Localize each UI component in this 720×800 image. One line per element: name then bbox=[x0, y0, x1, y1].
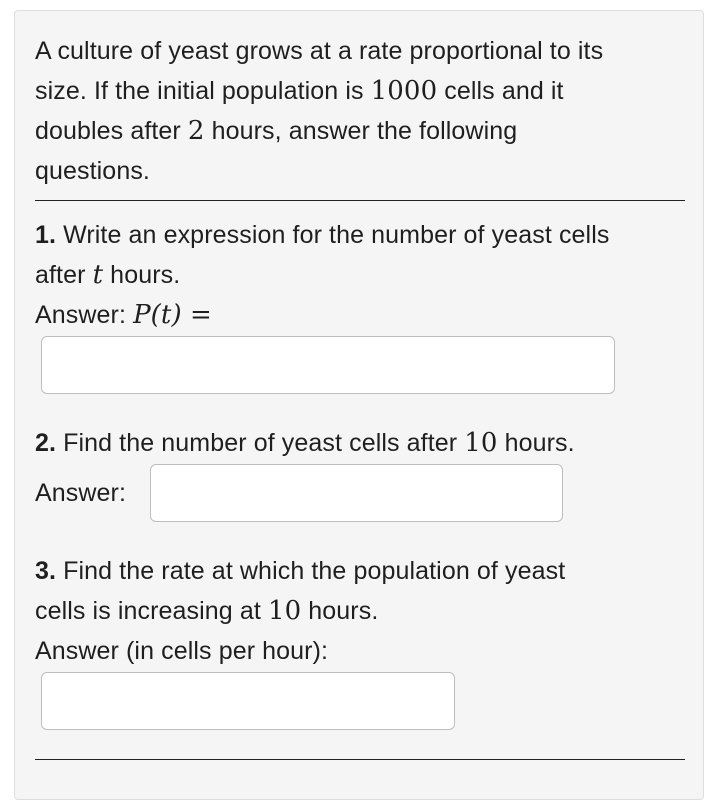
time-value: 10 bbox=[267, 596, 302, 626]
intro-text: hours, answer the following bbox=[204, 117, 518, 145]
question-1 bbox=[35, 215, 683, 335]
question-text: cells is increasing at bbox=[35, 597, 268, 625]
intro-text: cells and it bbox=[437, 77, 564, 105]
intro-line-3 bbox=[35, 111, 683, 151]
initial-population-value: 1000 bbox=[370, 76, 438, 106]
section-divider bbox=[35, 200, 685, 201]
intro-line-2 bbox=[35, 71, 683, 111]
intro-text: questions. bbox=[35, 157, 150, 185]
question-number: 3. bbox=[35, 557, 57, 585]
section-divider bbox=[35, 759, 685, 760]
question-3 bbox=[35, 551, 683, 671]
question-text: Write an expression for the number of yeast cells bbox=[56, 221, 610, 249]
doubling-time-value: 2 bbox=[187, 116, 205, 146]
answer-input-2[interactable] bbox=[150, 464, 563, 522]
time-value: 10 bbox=[464, 428, 498, 458]
question-text: hours. bbox=[103, 261, 181, 289]
answer-input-3[interactable] bbox=[41, 672, 455, 730]
intro-text: doubles after bbox=[35, 117, 188, 145]
question-card bbox=[14, 10, 704, 800]
intro-line-1 bbox=[35, 31, 683, 71]
problem-statement bbox=[35, 31, 683, 191]
question-text: after bbox=[35, 261, 93, 289]
answer-input-1[interactable] bbox=[41, 336, 615, 394]
answer-label: Answer: bbox=[35, 301, 134, 329]
question-text: Find the rate at which the population of yeast bbox=[56, 557, 566, 585]
intro-text: size. If the initial population is bbox=[35, 77, 371, 105]
intro-line-4 bbox=[35, 151, 683, 191]
intro-text: A culture of yeast grows at a rate proportional to its bbox=[35, 37, 604, 65]
question-text: hours. bbox=[301, 597, 379, 625]
function-expression: P(t) = bbox=[133, 300, 212, 330]
question-number: 2. bbox=[35, 429, 57, 457]
question-number: 1. bbox=[35, 221, 57, 249]
answer-label: Answer (in cells per hour): bbox=[35, 637, 329, 665]
variable-t: t bbox=[92, 260, 104, 290]
answer-label: Answer: bbox=[35, 479, 127, 507]
question-text: Find the number of yeast cells after bbox=[56, 429, 465, 457]
question-text: hours. bbox=[497, 429, 575, 457]
